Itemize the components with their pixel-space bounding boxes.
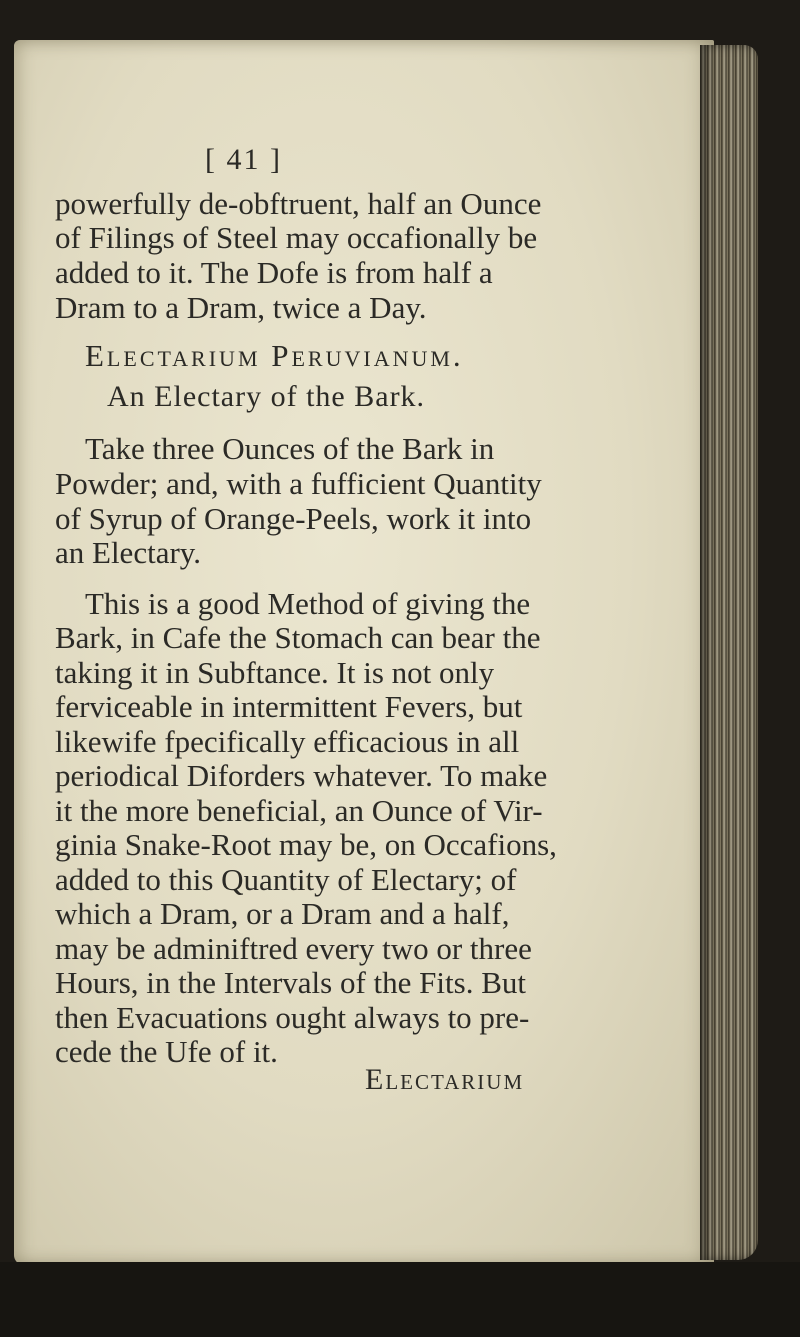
text-line: cede the Ufe of it.: [55, 1034, 278, 1069]
text-line: an Electary.: [55, 535, 202, 570]
background-shadow: [0, 1262, 800, 1337]
page-fore-edge: [700, 45, 758, 1260]
text-line: of Filings of Steel may occafionally be: [55, 220, 538, 255]
text-line: of Syrup of Orange-Peels, work it into: [55, 501, 532, 536]
text-line: added to this Quantity of Electary; of: [55, 862, 517, 897]
text-line: Powder; and, with a fufficient Quantity: [55, 466, 542, 501]
section-heading: Electarium Peruvianum.: [85, 338, 464, 373]
text-line: ginia Snake-Root may be, on Occafions,: [55, 827, 557, 862]
catchword: Electarium: [365, 1063, 525, 1096]
text-line: Hours, in the Intervals of the Fits. But: [55, 965, 526, 1000]
text-line: ferviceable in intermittent Fevers, but: [55, 689, 523, 724]
section-subheading: [107, 382, 425, 412]
text-line: Bark, in Cafe the Stomach can bear the: [55, 620, 541, 655]
text-line: may be adminiftred every two or three: [55, 931, 532, 966]
text-line: which a Dram, or a Dram and a half,: [55, 896, 510, 931]
text-line: Dram to a Dram, twice a Day.: [55, 290, 427, 325]
text-line: taking it in Subftance. It is not only: [55, 655, 495, 690]
text-line: This is a good Method of giving the: [85, 586, 531, 621]
text-line: periodical Diforders whatever. To make: [55, 758, 548, 793]
text-line: powerfully de-obftruent, half an Ounce: [55, 186, 542, 221]
text-line: likewife fpecifically efficacious in all: [55, 724, 520, 759]
text-line: it the more beneficial, an Ounce of Vir-: [55, 793, 543, 828]
page-number-header: [ 41 ]: [205, 143, 282, 176]
text-line: then Evacuations ought always to pre-: [55, 1000, 530, 1035]
text-line: added to it. The Dofe is from half a: [55, 255, 493, 290]
text-line: Take three Ounces of the Bark in: [85, 431, 495, 466]
subheading-text: An Electary of the Bark.: [107, 380, 426, 413]
